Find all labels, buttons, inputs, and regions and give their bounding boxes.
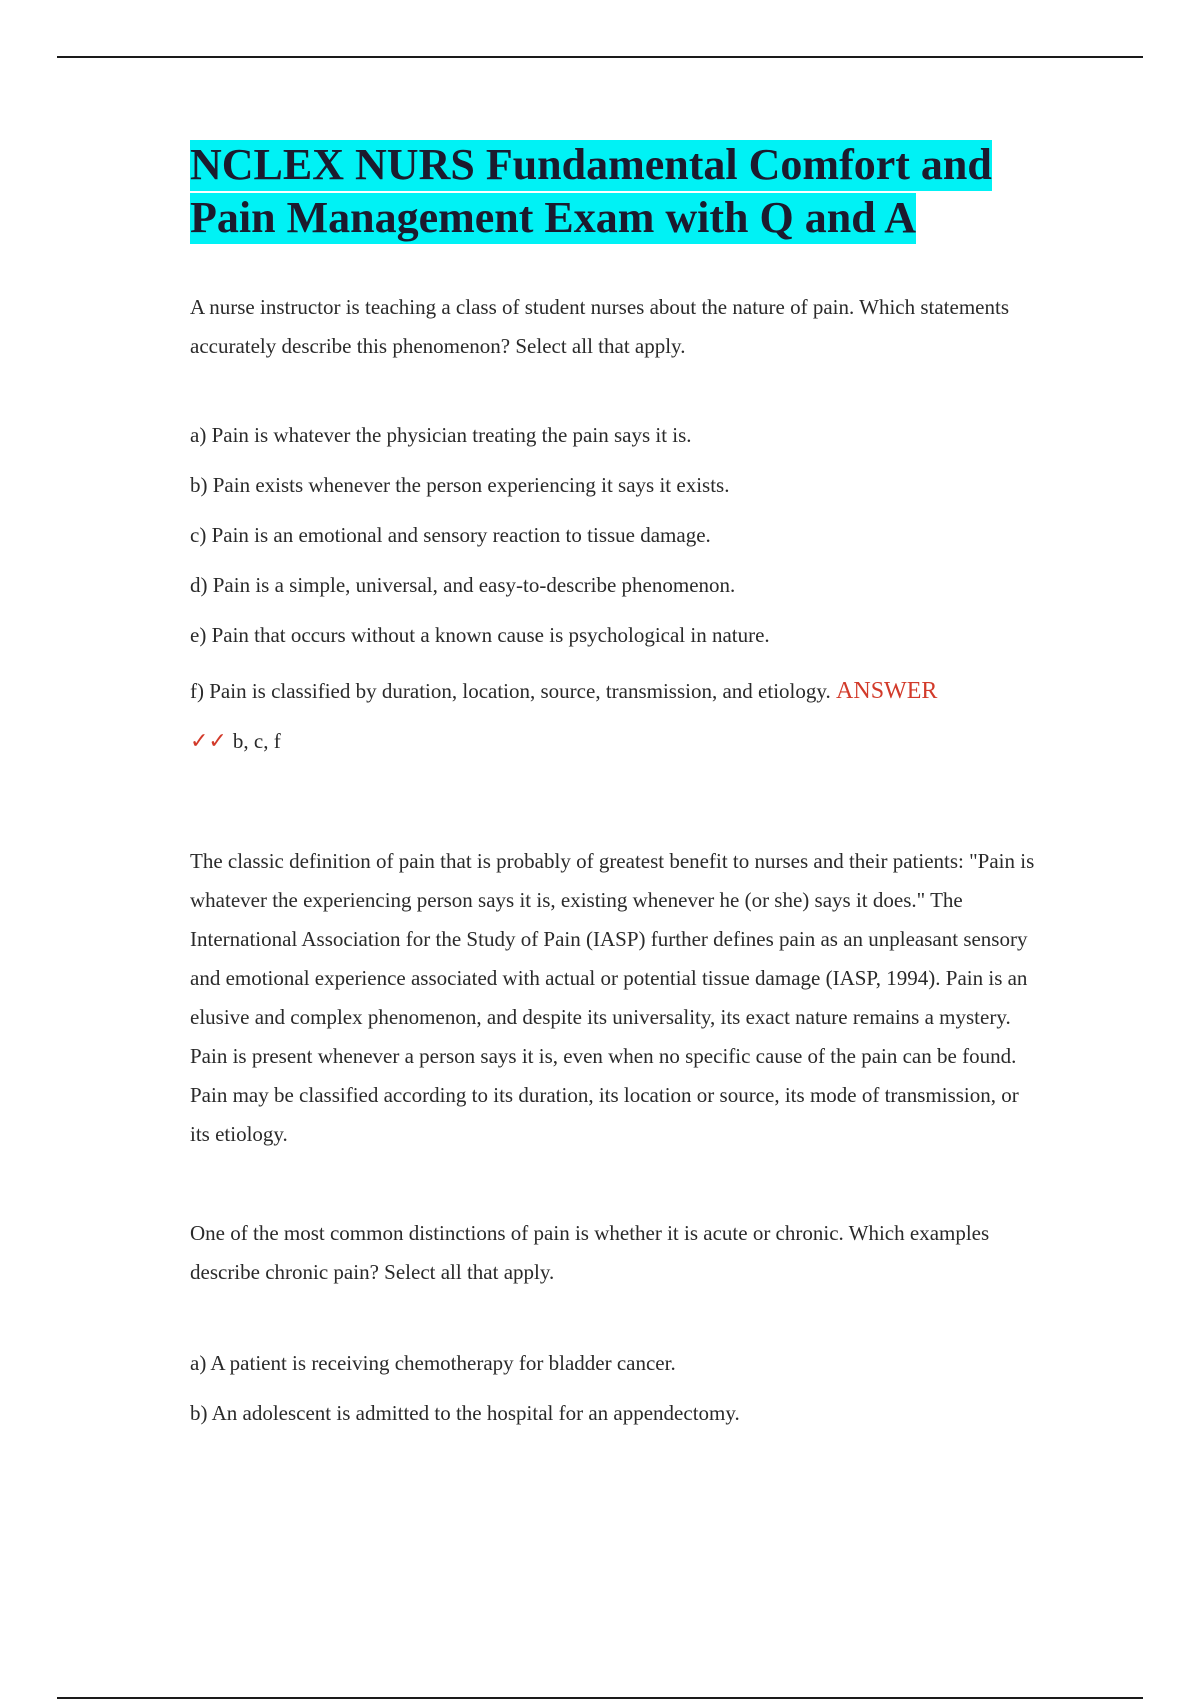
double-check-icon: ✓✓ — [190, 728, 227, 753]
answer-label: ANSWER — [836, 678, 938, 704]
option-item: b) An adolescent is admitted to the hospital for an appendectomy. — [190, 1401, 740, 1425]
question-2-stem: One of the most common distinctions of pain is whether it is acute or chronic. Which examples describe chronic pain? Select all that apply. — [190, 1221, 990, 1284]
title-line-2: Pain Management Exam with Q and A — [190, 193, 917, 242]
option-item: f) Pain is classified by duration, location, source, transmission, and etiology. — [190, 679, 831, 703]
answer-value: b, c, f — [232, 729, 281, 753]
option-item: d) Pain is a simple, universal, and easy-to-describe phenomenon. — [190, 573, 736, 597]
bottom-rule — [57, 1697, 1143, 1699]
question-1-stem: A nurse instructor is teaching a class of student nurses about the nature of pain. Which statements accurately describe this phenomenon? Select all that apply. — [190, 295, 1009, 358]
document-title — [190, 138, 1050, 244]
question-1-explanation: The classic definition of pain that is probably of greatest benefit to nurses and their patients: "Pain is whatever the experiencing person says it is, existing whenever he (or she) says it does." The International Association for the Study of Pain (IASP) further defines pain as an unpleasant sensory and emotional experience associated with actual or potential tissue damage (IASP, 1994). Pain is an elusive and complex phenomenon, and despite its universality, its exact nature remains a mystery. Pain is present whenever a person says it is, even when no specific cause of the pain can be found. Pain may be classified according to its duration, its location or source, its mode of transmission, or its etiology. — [190, 849, 1035, 1146]
title-line-1: NCLEX NURS Fundamental Comfort and — [190, 140, 992, 189]
question-2-options — [190, 1350, 1050, 1426]
page-content — [190, 138, 1050, 1450]
question-1-options — [190, 422, 1050, 766]
top-rule — [57, 56, 1143, 58]
option-item: e) Pain that occurs without a known cause is psychological in nature. — [190, 623, 770, 647]
option-item: b) Pain exists whenever the person experiencing it says it exists. — [190, 473, 730, 497]
option-f-with-answer — [190, 666, 1020, 766]
option-item: a) Pain is whatever the physician treating the pain says it is. — [190, 423, 692, 447]
option-item: c) Pain is an emotional and sensory reaction to tissue damage. — [190, 523, 711, 547]
option-item: a) A patient is receiving chemotherapy for bladder cancer. — [190, 1351, 676, 1375]
